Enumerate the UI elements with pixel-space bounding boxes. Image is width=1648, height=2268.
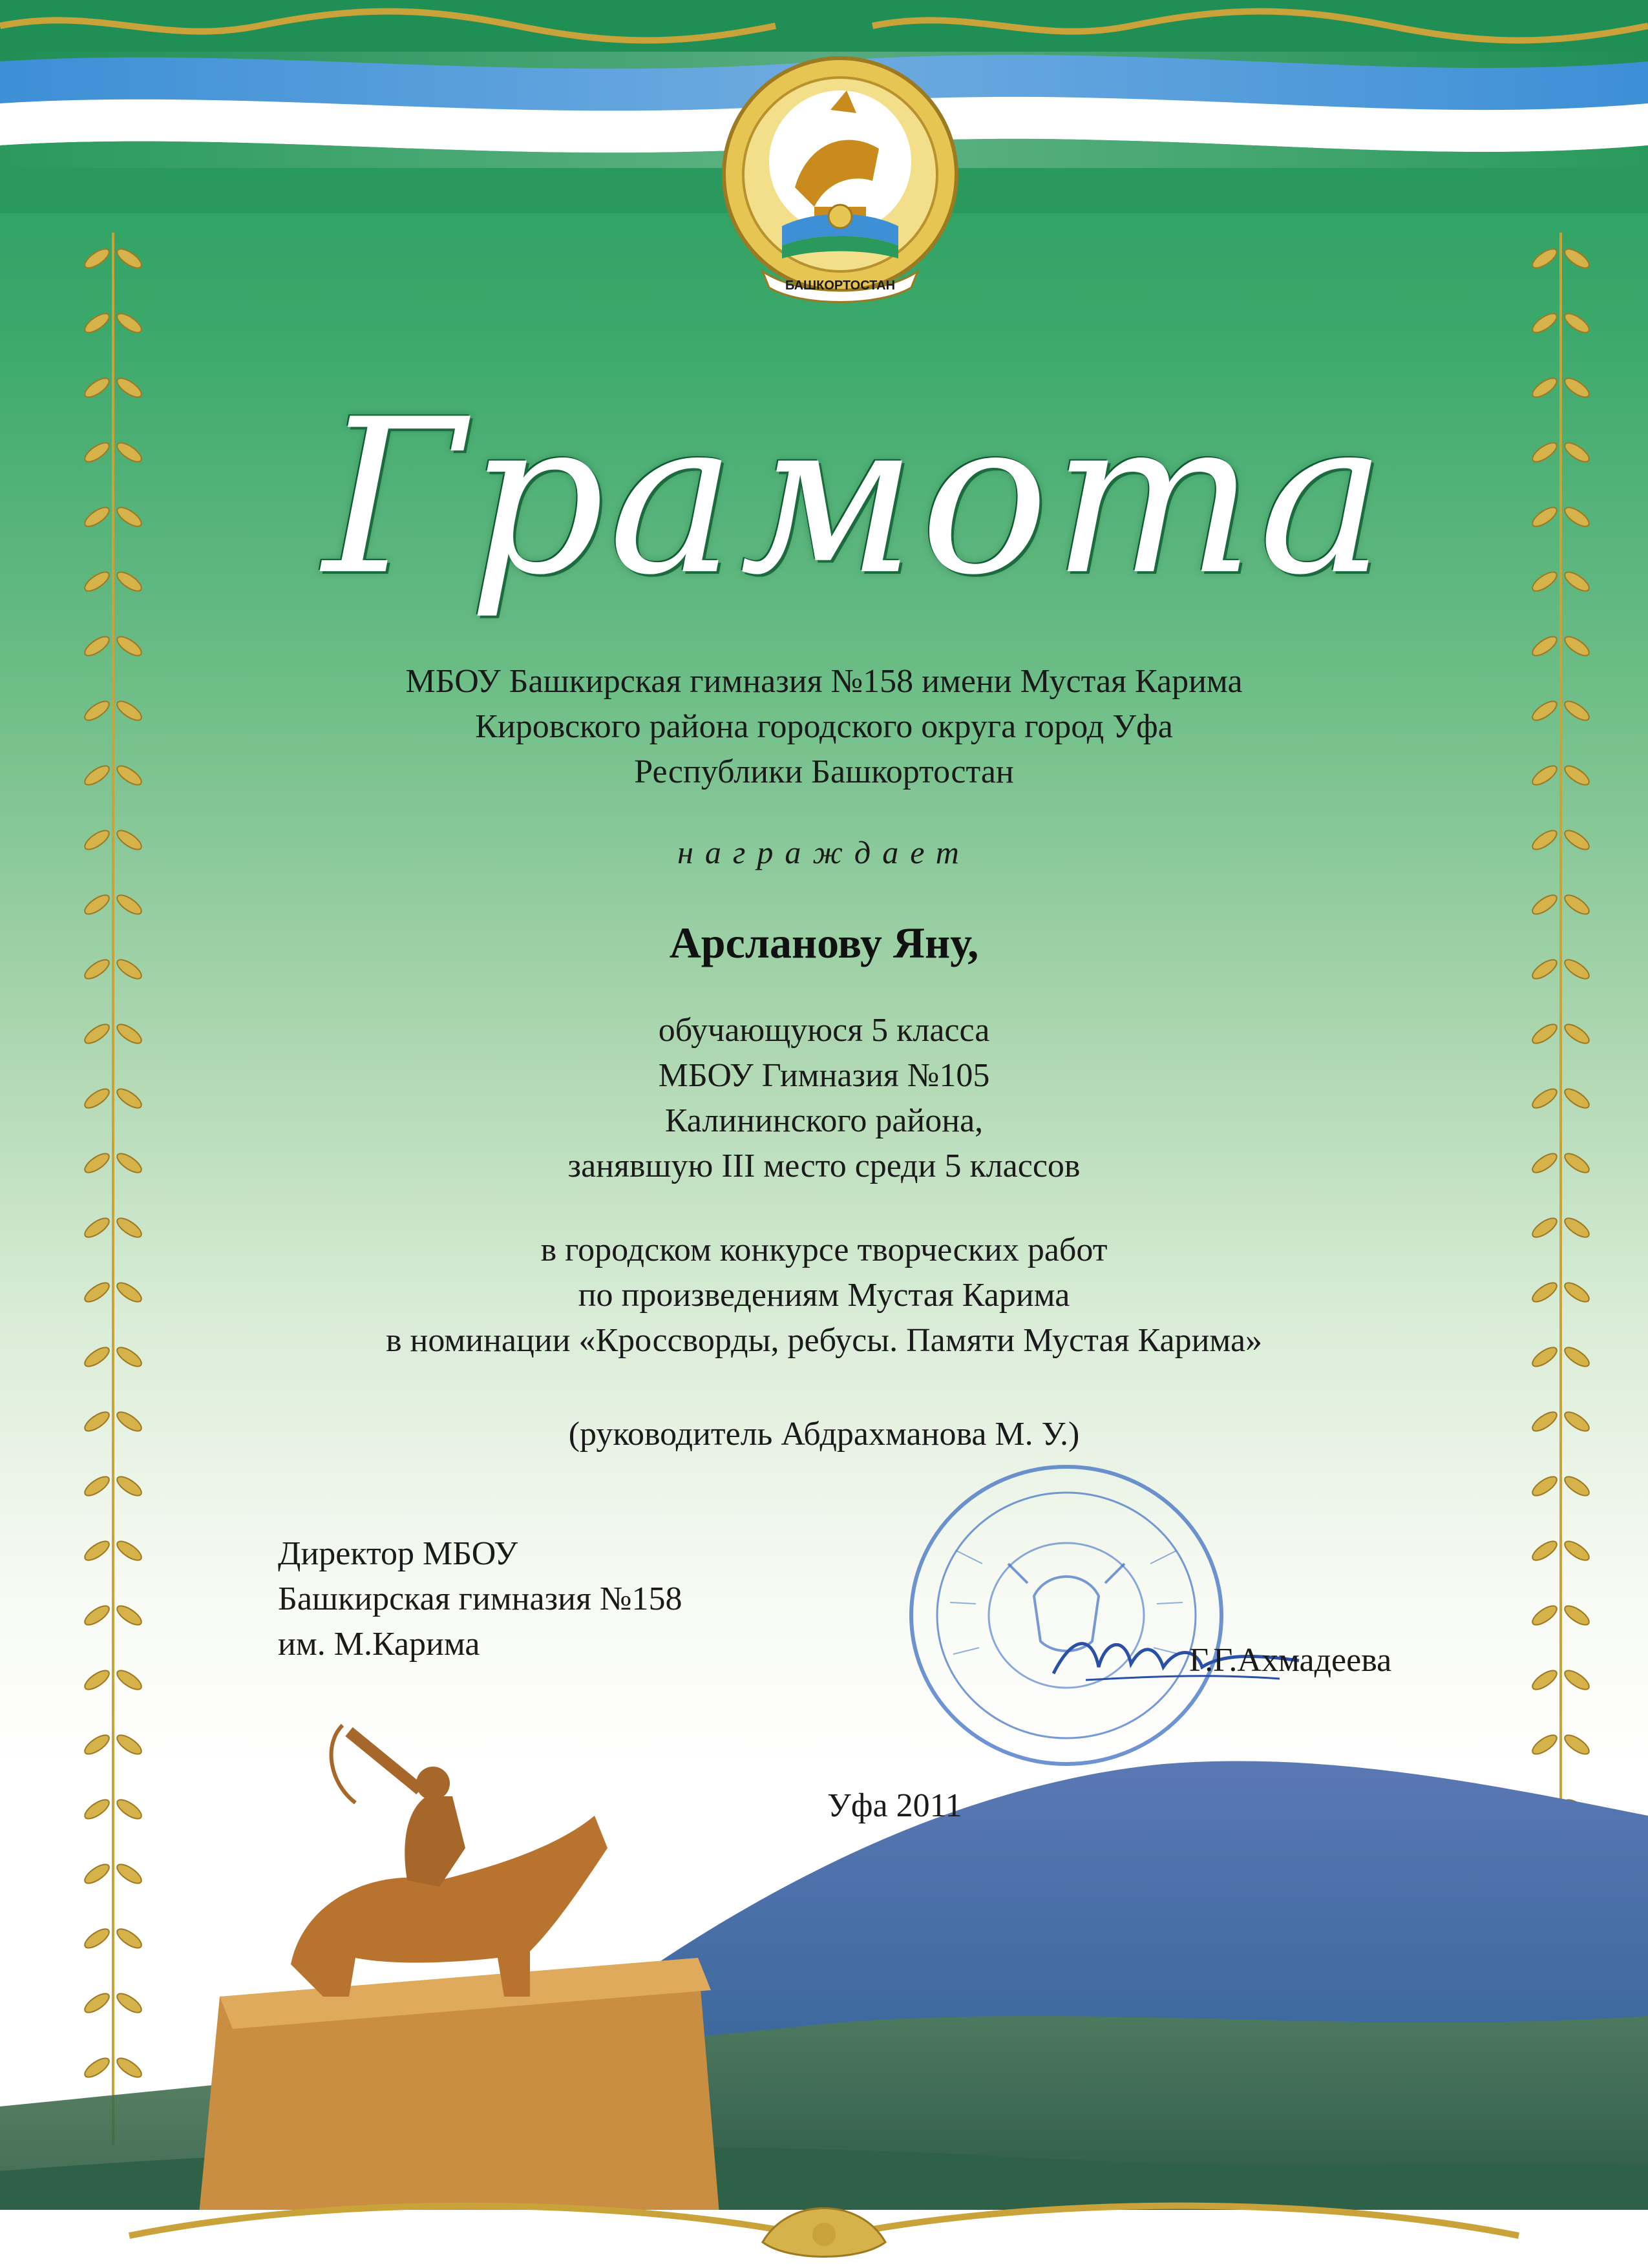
- place-year: Уфа 2011: [827, 1787, 962, 1824]
- title-text: Грамота: [322, 373, 1390, 622]
- director-line-1: Директор МБОУ: [278, 1535, 518, 1572]
- contest-line-1: в городском конкурсе творческих работ: [540, 1232, 1108, 1268]
- awards-verb: награждает: [677, 834, 971, 870]
- contest-line-2: по произведениям Мустая Карима: [578, 1277, 1070, 1314]
- supervisor-line: [0, 1412, 1648, 1457]
- issuer-line-3: Республики Башкортостан: [634, 753, 1014, 790]
- director-line-3: им. М.Карима: [278, 1626, 480, 1663]
- bottom-ornament: [0, 2158, 1648, 2268]
- certificate-title: [322, 336, 1390, 659]
- signatory-name: Г.Г.Ахмадеева: [1189, 1642, 1392, 1679]
- details-line-1: обучающуюся 5 класса: [658, 1012, 990, 1049]
- bashkortostan-emblem-icon: [717, 52, 963, 310]
- supervisor-text: (руководитель Абдрахманова М. У.): [568, 1416, 1080, 1453]
- issuer-line-1: МБОУ Башкирская гимназия №158 имени Мустая Карима: [405, 663, 1243, 700]
- director-line-2: Башкирская гимназия №158: [278, 1580, 682, 1617]
- details-line-4: занявшую III место среди 5 классов: [567, 1148, 1081, 1184]
- director-block: [278, 1531, 682, 1667]
- details-block: [0, 1008, 1648, 1189]
- recipient-name: Арсланову Яну,: [669, 918, 979, 967]
- official-stamp-icon: [898, 1454, 1234, 1777]
- details-line-2: МБОУ Гимназия №105: [658, 1057, 990, 1094]
- contest-block: [0, 1228, 1648, 1363]
- details-line-3: Калининского района,: [664, 1102, 984, 1139]
- issuer-block: [0, 659, 1648, 795]
- emblem-label: БАШКОРТОСТАН: [785, 278, 896, 293]
- contest-line-3: в номинации «Кроссворды, ребусы. Памяти Мустая Карима»: [385, 1322, 1263, 1359]
- issuer-line-2: Кировского района городского округа город Уфа: [475, 708, 1173, 745]
